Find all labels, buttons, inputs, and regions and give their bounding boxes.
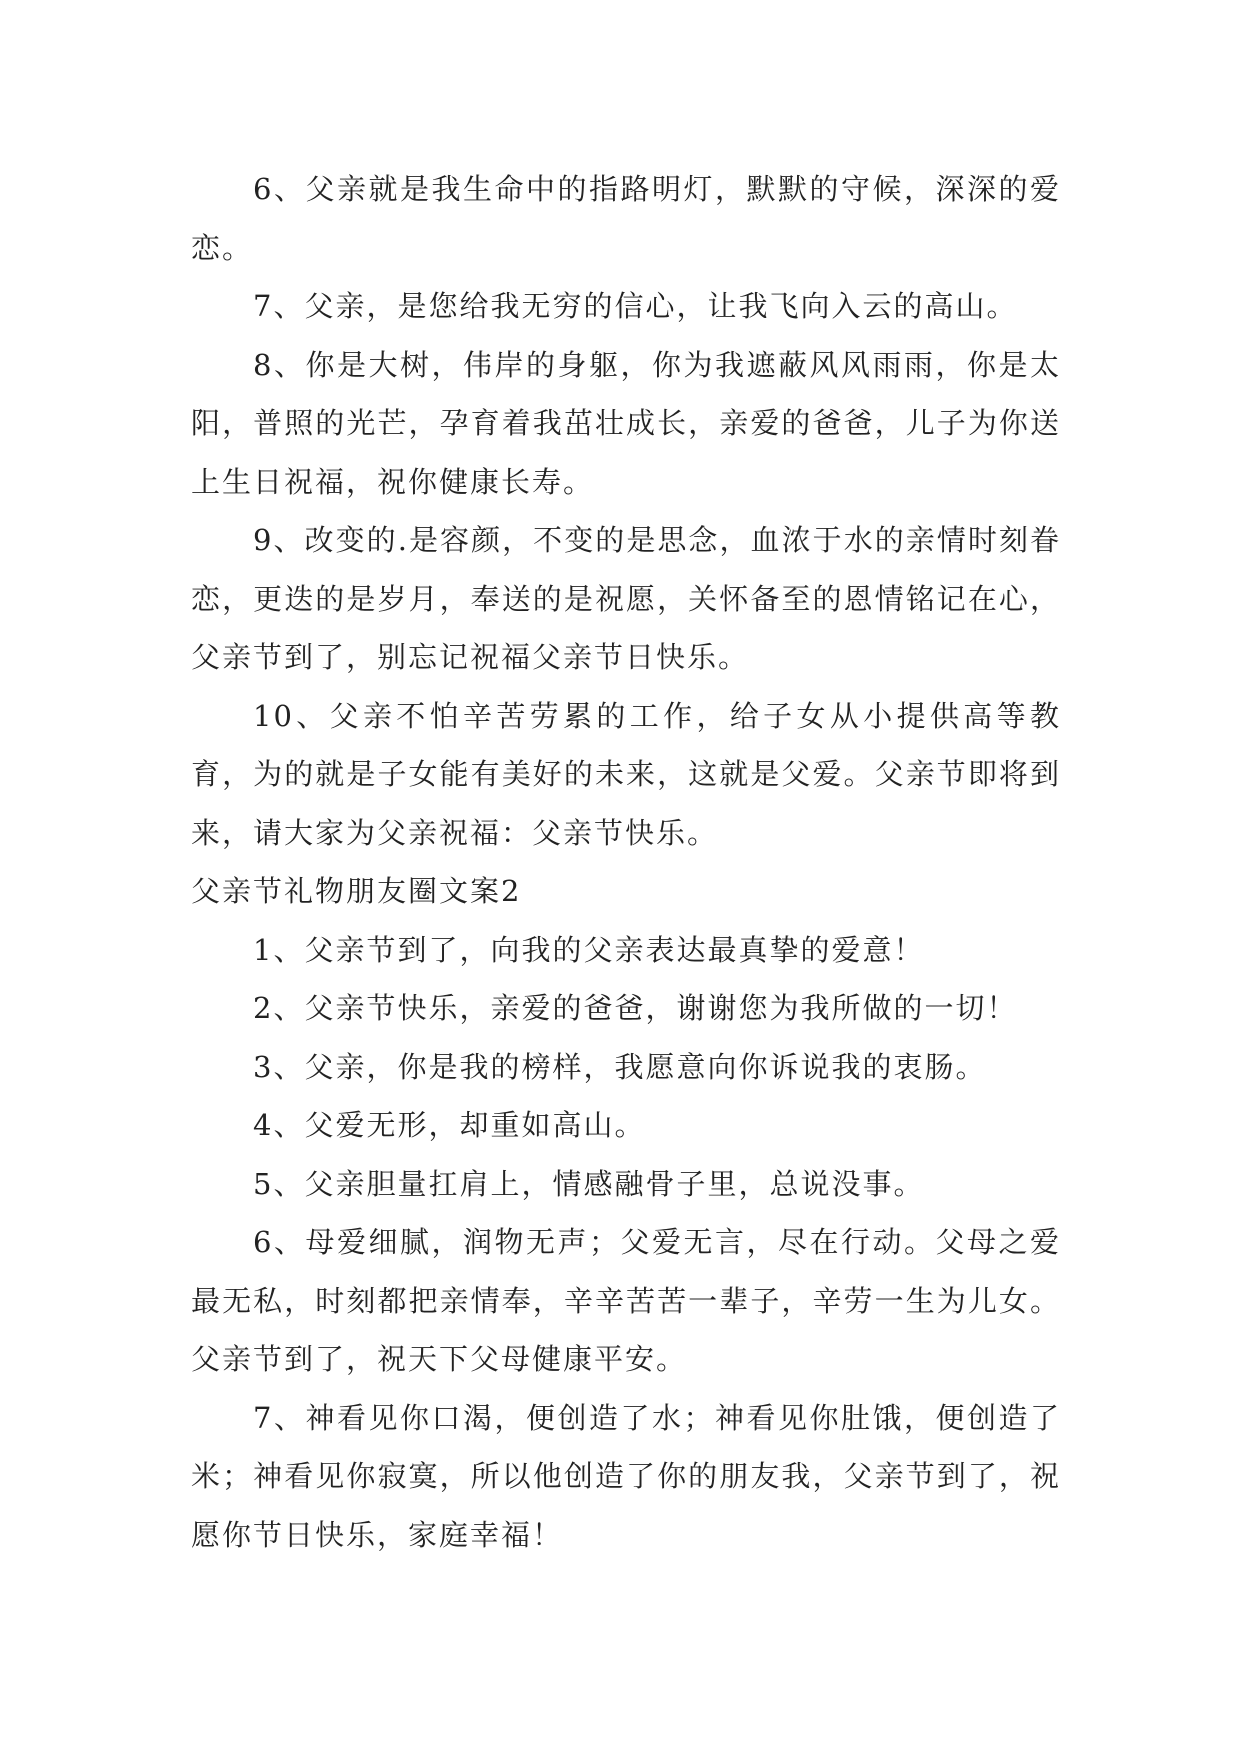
paragraph: 9、改变的.是容颜，不变的是思念，血浓于水的亲情时刻眷恋，更迭的是岁月，奉送的是祝愿，关怀备至的恩情铭记在心，父亲节到了，别忘记祝福父亲节日快乐。 [191,523,1061,674]
paragraph: 7、父亲，是您给我无穷的信心，让我飞向入云的高山。 [253,289,1018,323]
paragraph: 7、神看见你口渴，便创造了水；神看见你肚饿，便创造了米；神看见你寂寞，所以他创造了你的朋友我，父亲节到了，祝愿你节日快乐，家庭幸福！ [191,1400,1061,1552]
paragraph: 6、母爱细腻，润物无声；父爱无言，尽在行动。父母之爱最无私，时刻都把亲情奉，辛辛苦苦一辈子，辛劳一生为儿女。父亲节到了，祝天下父母健康平安。 [191,1225,1061,1376]
paragraph: 6、父亲就是我生命中的指路明灯，默默的守候，深深的爱恋。 [191,172,1061,265]
paragraph: 1、父亲节到了，向我的父亲表达最真挚的爱意！ [253,932,925,967]
paragraph: 4、父爱无形，却重如高山。 [253,1108,646,1142]
paragraph: 5、父亲胆量扛肩上，情感融骨子里，总说没事。 [253,1166,925,1201]
section-heading: 父亲节礼物朋友圈文案2 [191,874,522,908]
paragraph: 2、父亲节快乐，亲爱的爸爸，谢谢您为我所做的一切！ [253,991,1018,1025]
paragraph: 8、你是大树，伟岸的身躯，你为我遮蔽风风雨雨，你是太阳，普照的光芒，孕育着我茁壮成长，亲爱的爸爸，儿子为你送上生日祝福，祝你健康长寿。 [191,347,1061,499]
document-body [191,160,1061,1564]
paragraph: 3、父亲，你是我的榜样，我愿意向你诉说我的衷肠。 [253,1049,987,1084]
paragraph: 10、父亲不怕辛苦劳累的工作，给子女从小提供高等教育，为的就是子女能有美好的未来，这就是父爱。父亲节即将到来，请大家为父亲祝福：父亲节快乐。 [191,698,1061,850]
